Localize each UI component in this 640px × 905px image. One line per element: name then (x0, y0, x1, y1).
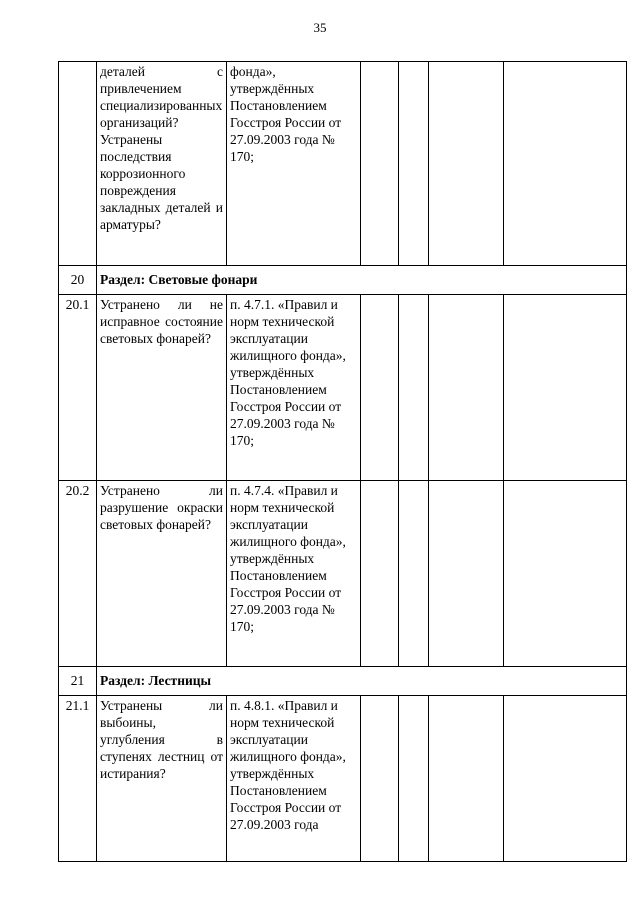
comment-cell (504, 696, 627, 862)
question-cell: Устранены ли выбоины, углубления в ступенях лестниц от истирания? (97, 696, 227, 862)
table-row (59, 481, 627, 667)
answer-cell-yes (361, 696, 399, 862)
answer-cell-yes (361, 481, 399, 667)
answer-cell-no (399, 481, 429, 667)
table-row (59, 295, 627, 481)
answer-cell-no (399, 295, 429, 481)
answer-cell-no (399, 696, 429, 862)
section-number-cell: 21 (59, 667, 97, 696)
question-cell: деталей с привлечением специализированных организаций? Устранены последствия коррозионного повреждения закладных деталей и арматуры? (97, 62, 227, 266)
answer-cell-na (429, 481, 504, 667)
item-number-cell: 20.1 (59, 295, 97, 481)
table-row (59, 62, 627, 266)
comment-cell (504, 62, 627, 266)
item-number-cell: 20.2 (59, 481, 97, 667)
section-row (59, 667, 627, 696)
answer-cell-na (429, 295, 504, 481)
comment-cell (504, 295, 627, 481)
item-number-cell (59, 62, 97, 266)
answer-cell-no (399, 62, 429, 266)
answer-cell-na (429, 696, 504, 862)
section-row (59, 266, 627, 295)
answer-cell-yes (361, 295, 399, 481)
section-number-cell: 20 (59, 266, 97, 295)
norm-reference-cell: п. 4.8.1. «Правил и норм технической эксплуатации жилищного фонда», утверждённых Постановлением Госстроя России от 27.09.2003 года (227, 696, 361, 862)
section-title: Раздел: Световые фонари (97, 266, 627, 295)
answer-cell-yes (361, 62, 399, 266)
item-number-cell: 21.1 (59, 696, 97, 862)
norm-reference-cell: п. 4.7.1. «Правил и норм технической эксплуатации жилищного фонда», утверждённых Постановлением Госстроя России от 27.09.2003 года № 170; (227, 295, 361, 481)
norm-reference-cell: п. 4.7.4. «Правил и норм технической эксплуатации жилищного фонда», утверждённых Постановлением Госстроя России от 27.09.2003 года № 170; (227, 481, 361, 667)
question-cell: Устранено ли не исправное состояние световых фонарей? (97, 295, 227, 481)
checklist-table (58, 61, 627, 862)
section-title: Раздел: Лестницы (97, 667, 627, 696)
page-number: 35 (313, 20, 327, 35)
answer-cell-na (429, 62, 504, 266)
norm-reference-cell: фонда», утверждённых Постановлением Госстроя России от 27.09.2003 года № 170; (227, 62, 361, 266)
table-row (59, 696, 627, 862)
comment-cell (504, 481, 627, 667)
question-cell: Устранено ли разрушение окраски световых фонарей? (97, 481, 227, 667)
